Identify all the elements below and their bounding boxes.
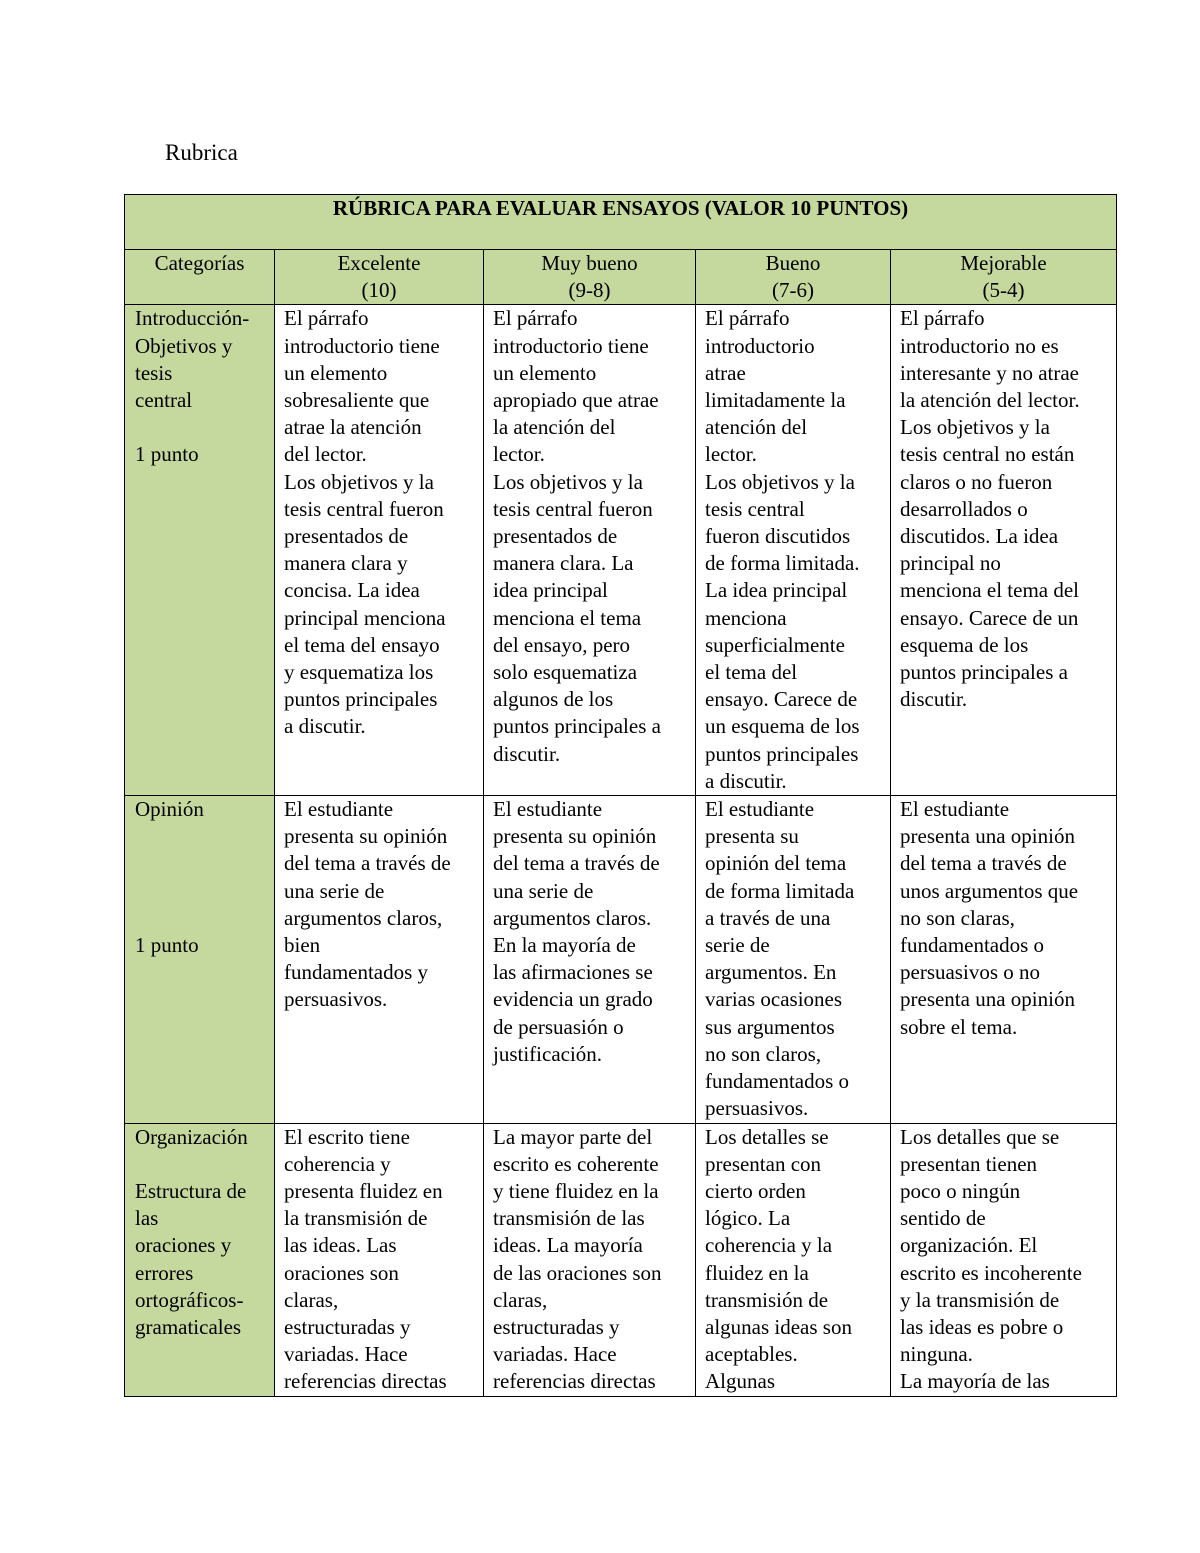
column-header-mejorable: Mejorable (5-4) xyxy=(891,250,1117,305)
table-row xyxy=(125,1123,1117,1396)
category-cell: Opinión 1 punto xyxy=(125,796,275,1123)
column-header-categories: Categorías xyxy=(125,250,275,305)
criteria-cell: El párrafo introductorio no es interesante y no atrae la atención del lector. Los objetivos y la tesis central no están claros o no fueron desarrollados o discutidos. La idea principal no menciona el tema del ensayo. Carece de un esquema de los puntos principales a discutir. xyxy=(891,305,1117,796)
criteria-cell: El estudiante presenta su opinión del tema de forma limitada a través de una serie de argumentos. En varias ocasiones sus argumentos no son claros, fundamentados o persuasivos. xyxy=(696,796,891,1123)
column-header-excelente: Excelente (10) xyxy=(275,250,484,305)
table-row xyxy=(125,796,1117,1123)
table-title-row xyxy=(125,195,1117,250)
page-title: Rubrica xyxy=(165,140,238,165)
criteria-cell: El párrafo introductorio tiene un elemento apropiado que atrae la atención del lector. Los objetivos y la tesis central fueron presentados de manera clara. La idea principal menciona el tema del ensayo, pero solo esquematiza algunos de los puntos principales a discutir. xyxy=(484,305,696,796)
rubric-table xyxy=(124,194,1117,1397)
table-title: RÚBRICA PARA EVALUAR ENSAYOS (VALOR 10 PUNTOS) xyxy=(125,195,1117,250)
criteria-cell: El estudiante presenta su opinión del tema a través de una serie de argumentos claros. En la mayoría de las afirmaciones se evidencia un grado de persuasión o justificación. xyxy=(484,796,696,1123)
criteria-cell: Los detalles que se presentan tienen poco o ningún sentido de organización. El escrito es incoherente y la transmisión de las ideas es pobre o ninguna. La mayoría de las xyxy=(891,1123,1117,1396)
criteria-cell: La mayor parte del escrito es coherente y tiene fluidez en la transmisión de las ideas. La mayoría de las oraciones son claras, estructuradas y variadas. Hace referencias directas xyxy=(484,1123,696,1396)
table-row xyxy=(125,305,1117,796)
category-cell: Introducción- Objetivos y tesis central 1 punto xyxy=(125,305,275,796)
column-header-bueno: Bueno (7-6) xyxy=(696,250,891,305)
criteria-cell: El estudiante presenta su opinión del tema a través de una serie de argumentos claros, bien fundamentados y persuasivos. xyxy=(275,796,484,1123)
criteria-cell: El párrafo introductorio tiene un elemento sobresaliente que atrae la atención del lector. Los objetivos y la tesis central fueron presentados de manera clara y concisa. La idea principal menciona el tema del ensayo y esquematiza los puntos principales a discutir. xyxy=(275,305,484,796)
column-header-muy-bueno: Muy bueno (9-8) xyxy=(484,250,696,305)
criteria-cell: El escrito tiene coherencia y presenta fluidez en la transmisión de las ideas. Las oraciones son claras, estructuradas y variadas. Hace referencias directas xyxy=(275,1123,484,1396)
category-cell: Organización Estructura de las oraciones y errores ortográficos- gramaticales xyxy=(125,1123,275,1396)
criteria-cell: El párrafo introductorio atrae limitadamente la atención del lector. Los objetivos y la tesis central fueron discutidos de forma limitada. La idea principal menciona superficialmente el tema del ensayo. Carece de un esquema de los puntos principales a discutir. xyxy=(696,305,891,796)
criteria-cell: El estudiante presenta una opinión del tema a través de unos argumentos que no son claras, fundamentados o persuasivos o no presenta una opinión sobre el tema. xyxy=(891,796,1117,1123)
header-row xyxy=(125,250,1117,305)
criteria-cell: Los detalles se presentan con cierto orden lógico. La coherencia y la fluidez en la transmisión de algunas ideas son aceptables. Algunas xyxy=(696,1123,891,1396)
